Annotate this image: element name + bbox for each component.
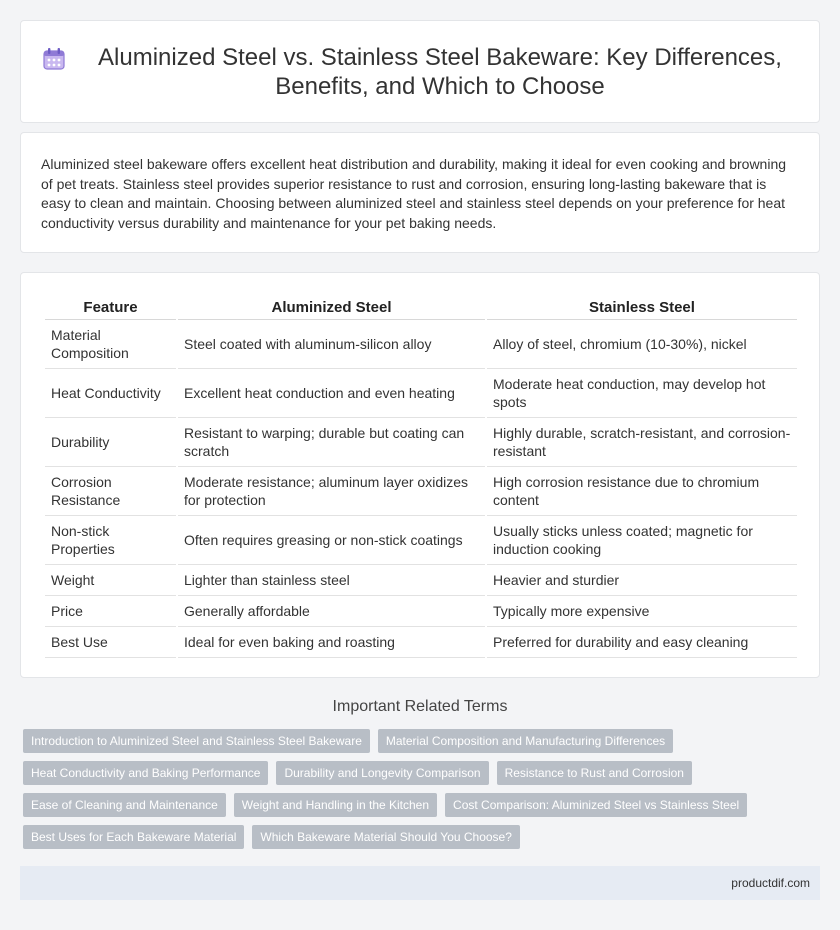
footer — [20, 866, 820, 900]
feature-cell: Heat Conductivity — [45, 369, 176, 418]
aluminized-cell: Generally affordable — [178, 596, 485, 627]
stainless-cell: Preferred for durability and easy cleaning — [487, 627, 797, 658]
feature-cell: Material Composition — [45, 320, 176, 369]
aluminized-cell: Resistant to warping; durable but coating can scratch — [178, 418, 485, 467]
calendar-icon — [41, 46, 67, 72]
table-row — [45, 516, 797, 565]
feature-cell: Weight — [45, 565, 176, 596]
footer-site-name: productdif.com — [731, 876, 810, 890]
table-row — [45, 369, 797, 418]
related-terms-section — [20, 698, 820, 849]
stainless-cell: Alloy of steel, chromium (10-30%), nickel — [487, 320, 797, 369]
related-terms-list — [20, 729, 820, 849]
related-term-link[interactable]: Material Composition and Manufacturing Differences — [378, 729, 673, 753]
stainless-cell: Typically more expensive — [487, 596, 797, 627]
aluminized-cell: Often requires greasing or non-stick coatings — [178, 516, 485, 565]
table-row — [45, 596, 797, 627]
stainless-cell: High corrosion resistance due to chromium content — [487, 467, 797, 516]
related-term-link[interactable]: Cost Comparison: Aluminized Steel vs Stainless Steel — [445, 793, 747, 817]
stainless-cell: Moderate heat conduction, may develop hot spots — [487, 369, 797, 418]
title-card — [20, 20, 820, 123]
page-title: Aluminized Steel vs. Stainless Steel Bakeware: Key Differences, Benefits, and Which to Choose — [98, 43, 782, 100]
feature-cell: Non-stick Properties — [45, 516, 176, 565]
feature-cell: Price — [45, 596, 176, 627]
stainless-cell: Usually sticks unless coated; magnetic for induction cooking — [487, 516, 797, 565]
related-term-link[interactable]: Best Uses for Each Bakeware Material — [23, 825, 244, 849]
related-term-link[interactable]: Which Bakeware Material Should You Choose? — [252, 825, 519, 849]
aluminized-cell: Lighter than stainless steel — [178, 565, 485, 596]
table-row — [45, 467, 797, 516]
stainless-cell: Heavier and sturdier — [487, 565, 797, 596]
table-row — [45, 627, 797, 658]
feature-cell: Best Use — [45, 627, 176, 658]
related-term-link[interactable]: Heat Conductivity and Baking Performance — [23, 761, 268, 785]
related-term-link[interactable]: Ease of Cleaning and Maintenance — [23, 793, 226, 817]
aluminized-cell: Steel coated with aluminum-silicon alloy — [178, 320, 485, 369]
comparison-card — [20, 272, 820, 678]
header-stainless: Stainless Steel — [487, 295, 797, 320]
feature-cell: Durability — [45, 418, 176, 467]
table-row — [45, 565, 797, 596]
related-terms-heading: Important Related Terms — [332, 698, 508, 715]
aluminized-cell: Moderate resistance; aluminum layer oxidizes for protection — [178, 467, 485, 516]
related-term-link[interactable]: Weight and Handling in the Kitchen — [234, 793, 437, 817]
table-row — [45, 320, 797, 369]
aluminized-cell: Excellent heat conduction and even heating — [178, 369, 485, 418]
aluminized-cell: Ideal for even baking and roasting — [178, 627, 485, 658]
intro-paragraph: Aluminized steel bakeware offers excellent heat distribution and durability, making it ideal for even cooking and browning of pet treats. Stainless steel provides superior resistance to rust and corrosion, ensuring long-lasting bakeware that is easy to clean and maintain. Choosing between aluminized steel and stainless steel depends on your preference for heat conductivity versus durability and maintenance for your pet baking needs. — [41, 156, 787, 231]
stainless-cell: Highly durable, scratch-resistant, and corrosion-resistant — [487, 418, 797, 467]
header-feature: Feature — [45, 295, 176, 320]
feature-cell: Corrosion Resistance — [45, 467, 176, 516]
comparison-table — [43, 295, 799, 658]
intro-card — [20, 132, 820, 253]
header-aluminized: Aluminized Steel — [178, 295, 485, 320]
related-term-link[interactable]: Durability and Longevity Comparison — [276, 761, 488, 785]
related-term-link[interactable]: Resistance to Rust and Corrosion — [497, 761, 692, 785]
table-row — [45, 418, 797, 467]
related-term-link[interactable]: Introduction to Aluminized Steel and Stainless Steel Bakeware — [23, 729, 370, 753]
table-header-row — [45, 295, 797, 320]
